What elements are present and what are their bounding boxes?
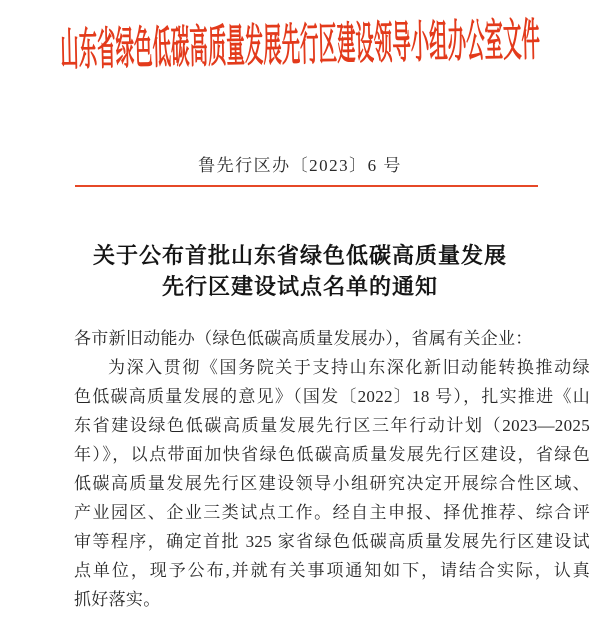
body-line: 产业园区、企业三类试点工作。经自主申报、择优推荐、综合评 bbox=[74, 503, 590, 522]
body-line: 年）》，以点带面加快省绿色低碳高质量发展先行区建设，省绿色 bbox=[74, 445, 590, 464]
document-title bbox=[0, 240, 600, 302]
doc-number: 鲁先行区办〔2023〕6 号 bbox=[198, 156, 402, 175]
body-line: 各市新旧动能办（绿色低碳高质量发展办），省属有关企业： bbox=[74, 329, 533, 348]
document-page bbox=[0, 12, 600, 636]
body-paragraph bbox=[0, 324, 600, 614]
body-line: 审等程序，确定首批 325 家省绿色低碳高质量发展先行区建设试 bbox=[74, 532, 590, 551]
body-line: 色低碳高质量发展的意见》（国发〔2022〕18 号），扎实推进《山 bbox=[74, 387, 590, 406]
red-divider-rule bbox=[75, 185, 538, 187]
title-line-2: 先行区建设试点名单的通知 bbox=[161, 274, 438, 299]
body-line: 低碳高质量发展先行区建设领导小组研究决定开展综合性区域、 bbox=[74, 474, 590, 493]
body-line: 东省建设绿色低碳高质量发展先行区三年行动计划（2023—2025 bbox=[74, 416, 590, 435]
body-line: 抓好落实。 bbox=[74, 590, 161, 609]
banner-text: 山东省绿色低碳高质量发展先行区建设领导小组办公室文件 bbox=[59, 14, 541, 75]
red-header-banner bbox=[0, 6, 600, 75]
body-line: 点单位，现予公布,并就有关事项通知如下，请结合实际，认真 bbox=[74, 561, 590, 580]
body-line: 为深入贯彻《国务院关于支持山东深化新旧动能转换推动绿 bbox=[108, 358, 590, 377]
title-line-1: 关于公布首批山东省绿色低碳高质量发展 bbox=[92, 243, 507, 268]
